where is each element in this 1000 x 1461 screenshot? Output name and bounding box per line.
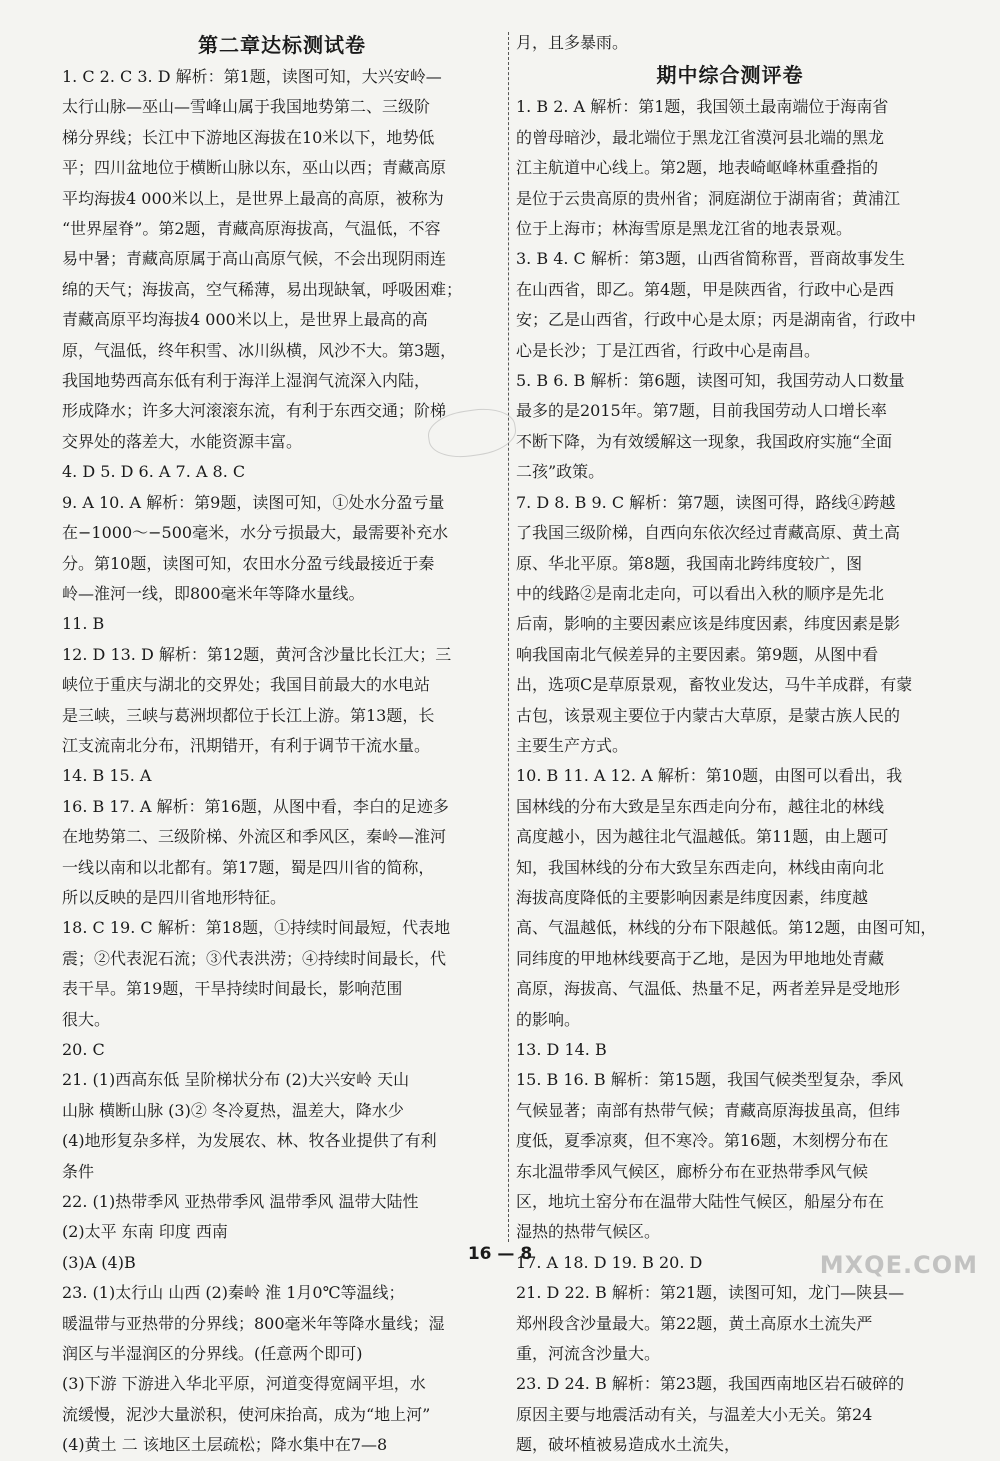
- answer-line: 原因主要与地震活动有关，与温差大小无关。第24: [516, 1404, 873, 1424]
- answer-line: 震；②代表泥石流；③代表洪涝；④持续时间最长，代: [62, 948, 447, 968]
- answer-line: 21. D 22. B 解析：第21题，读图可知，龙门—陕县—: [516, 1283, 905, 1303]
- answer-line: 我国地势西高东低有利于海洋上湿润气流深入内陆，: [62, 371, 431, 391]
- answer-line: “世界屋脊”。第2题，青藏高原海拔高，气温低，不容: [62, 219, 441, 239]
- answer-line: 12. D 13. D 解析：第12题，黄河含沙量比长江大；三: [62, 644, 452, 664]
- answer-line: 响我国南北气候差异的主要因素。第9题，从图中看: [516, 644, 879, 664]
- answer-line: 湿热的热带气候区。: [516, 1222, 661, 1242]
- answer-line: 条件: [62, 1161, 95, 1181]
- answer-line: 在山西省，即乙。第4题，甲是陕西省，行政中心是西: [516, 279, 895, 299]
- answer-line: 同纬度的甲地林线要高于乙地，是因为甲地地处青藏: [516, 948, 885, 968]
- answer-line: 所以反映的是四川省地形特征。: [62, 887, 287, 907]
- answer-line: 高、气温越低，林线的分布下限越低。第12题，由图可知，: [516, 918, 937, 938]
- answer-line: (3)A (4)B: [62, 1252, 136, 1272]
- answer-line: 江主航道中心线上。第2题，地表崎岖峰林重叠指的: [516, 158, 879, 178]
- right-section-title: 期中综合测评卷: [656, 63, 804, 88]
- answer-line: 一线以南和以北都有。第17题，蜀是四川省的简称，: [62, 857, 435, 877]
- answer-line: 分。第10题，读图可知，农田水分盈亏线最接近于秦: [62, 553, 435, 573]
- answer-line: 流缓慢，泥沙大量淤积，使河床抬高，成为“地上河”: [62, 1404, 431, 1424]
- answer-line: 易中暑；青藏高原属于高山高原气候，不会出现阴雨连: [62, 249, 447, 269]
- answer-line: 在−1000～−500毫米，水分亏损最大，最需要补充水: [62, 523, 449, 543]
- answer-line: 青藏高原平均海拔4 000米以上，是世界上最高的高: [62, 310, 428, 330]
- answer-line: 润区与半湿润区的分界线。(任意两个即可): [62, 1344, 363, 1364]
- answer-line: 峡位于重庆与湖北的交界处；我国目前最大的水电站: [62, 675, 431, 695]
- answer-line: 平均海拔4 000米以上，是世界上最高的高原，被称为: [62, 188, 444, 208]
- answer-line: 17. A 18. D 19. B 20. D: [516, 1252, 703, 1272]
- column-divider: [508, 32, 509, 1242]
- answer-line: 绵的天气；海拔高，空气稀薄，易出现缺氧，呼吸困难；: [62, 279, 463, 299]
- answer-line: 高度越小，因为越往北气温越低。第11题，由上题可: [516, 827, 889, 847]
- answer-line: 原，气温低，终年积雪、冰川纵横，风沙不大。第3题，: [62, 340, 457, 360]
- answer-line: 知，我国林线的分布大致呈东西走向，林线由南向北: [516, 857, 885, 877]
- answer-line: 安；乙是山西省，行政中心是太原；丙是湖南省，行政中: [516, 310, 917, 330]
- answer-line: 的影响。: [516, 1009, 581, 1029]
- left-section-title: 第二章达标测试卷: [198, 33, 366, 57]
- answer-line: (2)太平 东南 印度 西南: [62, 1222, 228, 1242]
- answer-line: 很大。: [62, 1009, 111, 1029]
- answer-line: 暖温带与亚热带的分界线；800毫米年等降水量线；湿: [62, 1313, 445, 1333]
- answer-line: 14. B 15. A: [62, 766, 152, 786]
- answer-line: 20. C: [62, 1040, 105, 1059]
- answer-line: 在地势第二、三级阶梯、外流区和季风区，秦岭—淮河: [62, 827, 447, 847]
- answer-line: 位于上海市；林海雪原是黑龙江省的地表景观。: [516, 219, 853, 239]
- answer-line: 21. (1)西高东低 呈阶梯状分布 (2)大兴安岭 天山: [62, 1070, 410, 1090]
- answer-line: 区，地坑土窑分布在温带大陆性气候区，船屋分布在: [516, 1192, 885, 1212]
- answer-line: 太行山脉—巫山—雪峰山属于我国地势第二、三级阶: [62, 97, 431, 117]
- answer-line: 原、华北平原。第8题，我国南北跨纬度较广，图: [516, 553, 863, 573]
- answer-line: 东北温带季风气候区，廊桥分布在亚热带季风气候: [516, 1161, 869, 1181]
- answer-line: 心是长沙；丁是江西省，行政中心是南昌。: [516, 340, 821, 360]
- answer-line: 7. D 8. B 9. C 解析：第7题，读图可得，路线④跨越: [516, 492, 896, 512]
- answer-line: 23. (1)太行山 山西 (2)秦岭 淮 1月0℃等温线；: [62, 1283, 405, 1303]
- answer-line: 海拔高度降低的主要影响因素是纬度因素，纬度越: [516, 887, 869, 907]
- answer-line: 的曾母暗沙，最北端位于黑龙江省漠河县北端的黑龙: [516, 127, 885, 147]
- answer-line: 国林线的分布大致是呈东西走向分布，越往北的林线: [516, 796, 885, 816]
- answer-line: (3)下游 下游进入华北平原，河道变得宽阔平坦，水: [62, 1374, 426, 1394]
- answer-line: 15. B 16. B 解析：第15题，我国气候类型复杂，季风: [516, 1070, 904, 1090]
- answer-line: 5. B 6. B 解析：第6题，读图可知，我国劳动人口数量: [516, 371, 905, 391]
- answer-line: 江支流南北分布，汛期错开，有利于调节干流水量。: [62, 735, 431, 755]
- answer-line: 二孩”政策。: [516, 462, 605, 482]
- answer-line: 1. B 2. A 解析：第1题，我国领土最南端位于海南省: [516, 97, 889, 117]
- watermark-logo: [796, 1221, 986, 1279]
- answer-line: 13. D 14. B: [516, 1040, 607, 1059]
- answer-line: 题，破坏植被易造成水土流失，: [516, 1435, 741, 1455]
- page-number: 16 — 8: [467, 1244, 533, 1264]
- answer-line: 18. C 19. C 解析：第18题，①持续时间最短，代表地: [62, 918, 451, 938]
- answer-line: 高原，海拔高、气温低、热量不足，两者差异是受地形: [516, 979, 901, 999]
- answer-line: 是位于云贵高原的贵州省；洞庭湖位于湖南省；黄浦江: [516, 188, 901, 208]
- answer-line: 山脉 横断山脉 (3)② 冬冷夏热，温差大，降水少: [62, 1100, 404, 1120]
- answer-line: 形成降水；许多大河滚滚东流，有利于东西交通；阶梯: [62, 401, 447, 421]
- answer-line: 表干旱。第19题，干旱持续时间最长，影响范围: [62, 979, 403, 999]
- answer-line: 了我国三级阶梯，自西向东依次经过青藏高原、黄土高: [516, 523, 901, 543]
- answer-line: 9. A 10. A 解析：第9题，读图可知，①处水分盈亏量: [62, 492, 445, 512]
- answer-line: (4)黄土 二 该地区土层疏松；降水集中在7—8: [62, 1435, 388, 1455]
- answer-line: 度低，夏季凉爽，但不寒冷。第16题，木刻楞分布在: [516, 1131, 889, 1151]
- answer-line: 16. B 17. A 解析：第16题，从图中看，李白的足迹多: [62, 796, 449, 816]
- answer-line: 是三峡，三峡与葛洲坝都位于长江上游。第13题，长: [62, 705, 435, 725]
- answer-line: 出，选项C是草原景观，畜牧业发达，马牛羊成群，有蒙: [516, 675, 913, 695]
- answer-line: 4. D 5. D 6. A 7. A 8. C: [62, 462, 246, 482]
- watermark-text: MXQE.COM: [819, 1251, 978, 1279]
- answer-line: 月，且多暴雨。: [516, 33, 629, 52]
- answer-line: 古包，该景观主要位于内蒙古大草原，是蒙古族人民的: [516, 705, 901, 725]
- answer-line: 23. D 24. B 解析：第23题，我国西南地区岩石破碎的: [516, 1374, 905, 1394]
- answer-line: 中的线路②是南北走向，可以看出入秋的顺序是先北: [516, 583, 885, 603]
- answer-line: 重，河流含沙量大。: [516, 1344, 661, 1364]
- answer-line: 郑州段含沙量最大。第22题，黄土高原水土流失严: [516, 1313, 873, 1333]
- answer-line: 平；四川盆地位于横断山脉以东，巫山以西；青藏高原: [62, 158, 447, 178]
- answer-line: 22. (1)热带季风 亚热带季风 温带季风 温带大陆性: [62, 1192, 419, 1212]
- answer-line: 3. B 4. C 解析：第3题，山西省简称晋，晋商故事发生: [516, 249, 906, 269]
- answer-line: 不断下降，为有效缓解这一现象，我国政府实施“全面: [516, 431, 893, 451]
- answer-line: 梯分界线；长江中下游地区海拔在10米以下，地势低: [62, 127, 435, 147]
- answer-line: 10. B 11. A 12. A 解析：第10题，由图可以看出，我: [516, 766, 903, 786]
- answer-line: 交界处的落差大，水能资源丰富。: [62, 431, 303, 451]
- answer-line: 最多的是2015年。第7题，目前我国劳动人口增长率: [516, 401, 887, 421]
- answer-line: 后南，影响的主要因素应该是纬度因素，纬度因素是影: [516, 614, 901, 634]
- answer-line: 1. C 2. C 3. D 解析：第1题，读图可知，大兴安岭—: [62, 67, 442, 86]
- answer-line: 岭—淮河一线，即800毫米年等降水量线。: [62, 583, 365, 603]
- right-continued-lines: [516, 28, 944, 58]
- answer-line: 气候显著；南部有热带气候；青藏高原海拔虽高，但纬: [516, 1100, 901, 1120]
- answer-line: 主要生产方式。: [516, 735, 629, 755]
- answer-line: (4)地形复杂多样，为发展农、林、牧各业提供了有利: [62, 1131, 437, 1151]
- answer-line: 11. B: [62, 614, 105, 634]
